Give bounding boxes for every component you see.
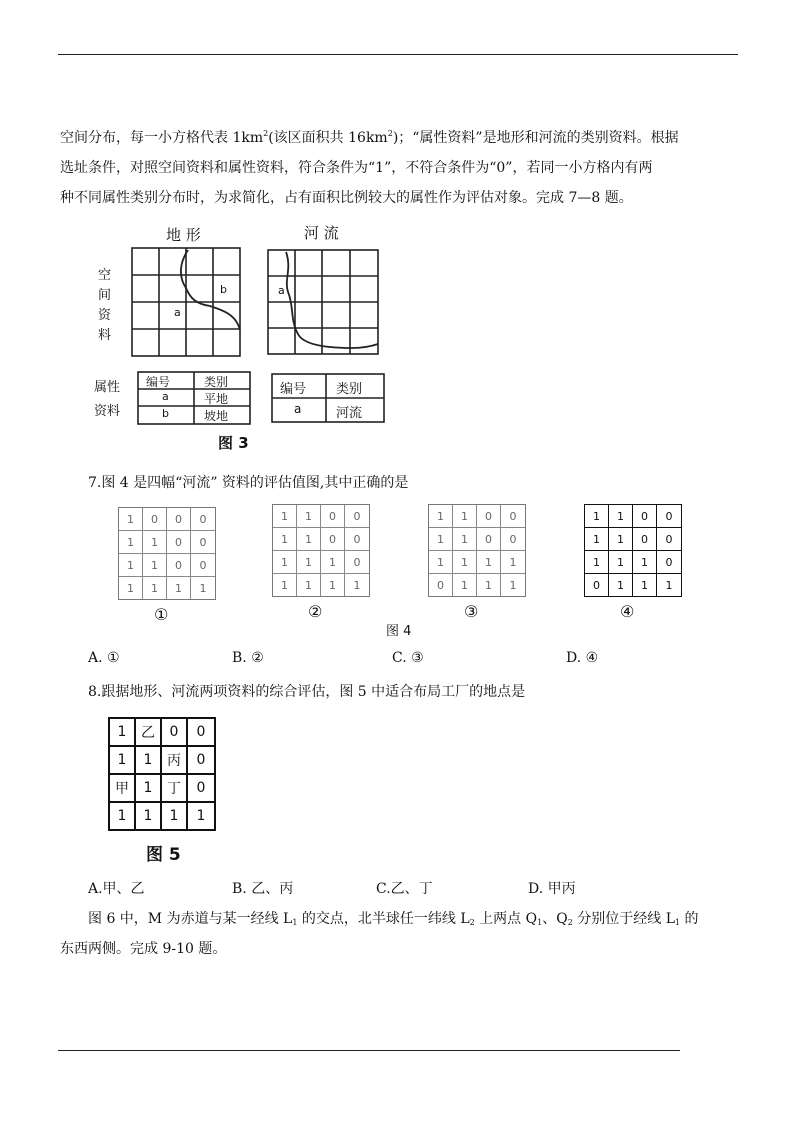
figure-4-cell: 1 xyxy=(353,578,361,592)
figure-5-cell: 1 xyxy=(110,747,136,775)
terrain-table-cell: b xyxy=(162,407,169,420)
figure-4-cell: 1 xyxy=(429,505,453,528)
figure-4-cell: 0 xyxy=(143,508,167,531)
figure-4-cell: 0 xyxy=(585,574,609,596)
figure-5-cell: 1 xyxy=(136,803,162,829)
figure-6-line-1 xyxy=(60,904,740,934)
figure-4-cell: 0 xyxy=(657,505,681,528)
figure-4-cell: 0 xyxy=(477,505,501,528)
figure-4-cell: 1 xyxy=(453,528,477,551)
figure-4-cell: 1 xyxy=(143,531,167,554)
superscript: 2 xyxy=(387,129,393,138)
subscript: 2 xyxy=(469,918,475,927)
figure-4-cell: 0 xyxy=(501,528,525,551)
figure-4-cell: 1 xyxy=(321,574,345,596)
figure-6-line-2: 东西两侧。完成 9-10 题。 xyxy=(60,941,227,957)
figure-4-cell: 0 xyxy=(167,531,191,554)
subscript: 2 xyxy=(567,918,573,927)
footer-rule xyxy=(58,1050,680,1051)
header-rule xyxy=(58,54,738,55)
figure-4-cell: 1 xyxy=(609,505,633,528)
figure-4-cell: 1 xyxy=(167,577,191,599)
figure-4-cell: 0 xyxy=(191,531,215,554)
figure-4-grid-label: ③ xyxy=(464,602,479,621)
figure-4-cell: 1 xyxy=(119,508,143,531)
figure-3-attr-label-1: 属性 xyxy=(94,380,121,395)
figure-3-attr-label-2: 资料 xyxy=(94,404,121,419)
figure-4-cell: 1 xyxy=(609,551,633,574)
figure-4-cell: 1 xyxy=(429,551,453,574)
subscript: 1 xyxy=(675,918,681,927)
figure-5-grid xyxy=(108,717,216,831)
figure-5-cell: 丙 xyxy=(162,747,188,775)
figure-4-grid xyxy=(584,504,682,597)
terrain-table-cell: 平地 xyxy=(204,392,229,406)
subscript: 1 xyxy=(537,918,543,927)
fig6-text: 图 6 中，M 为赤道与某一经线 L xyxy=(88,911,293,927)
figure-4-cell: 1 xyxy=(199,581,207,595)
figure-4-cell: 0 xyxy=(191,508,215,531)
figure-4-caption: 图 4 xyxy=(386,624,412,639)
figure-5-cell: 乙 xyxy=(136,719,162,747)
river-table-header-id: 编号 xyxy=(280,382,307,397)
figure-4-cell: 0 xyxy=(429,574,453,596)
figure-4-cell: 1 xyxy=(453,574,477,596)
fig6-text: 上两点 Q xyxy=(474,911,538,927)
river-table-cell: 河流 xyxy=(336,406,363,421)
figure-5-cell: 1 xyxy=(110,719,136,747)
figure-4-cell: 1 xyxy=(609,528,633,551)
figure-5-caption: 图 5 xyxy=(146,845,181,865)
figure-4-cell: 1 xyxy=(297,574,321,596)
fig6-text: 的 xyxy=(680,911,699,927)
figure-3-side-label-3: 资 xyxy=(98,308,112,323)
river-table-header-type: 类别 xyxy=(336,382,363,397)
figure-5-cell: 1 xyxy=(196,808,206,824)
figure-4-cell: 0 xyxy=(345,505,369,528)
figure-5-cell: 1 xyxy=(136,747,162,775)
figure-3-label-b-terrain: b xyxy=(220,283,227,296)
figure-4-cell: 1 xyxy=(119,577,143,599)
question-7-option-b[interactable]: B. ② xyxy=(232,650,264,666)
figure-3-caption: 图 3 xyxy=(218,434,249,452)
question-8-text: 8.跟据地形、河流两项资料的综合评估，图 5 中适合布局工厂的地点是 xyxy=(88,684,526,700)
figure-4-cell: 0 xyxy=(657,551,681,574)
intro-text: (该区面积共 16km xyxy=(268,130,388,146)
question-7-option-c[interactable]: C. ③ xyxy=(392,650,424,666)
figure-4-grid-label: ② xyxy=(308,602,323,621)
figure-5-cell: 1 xyxy=(136,775,162,803)
figure-4-cell: 0 xyxy=(477,528,501,551)
figure-4-cell: 0 xyxy=(345,528,369,551)
intro-line-2: 选址条件，对照空间资料和属性资料，符合条件为“1”，不符合条件为“0”，若同一小方格内有两 xyxy=(60,160,653,176)
figure-4-cell: 1 xyxy=(273,505,297,528)
figure-4-cell: 1 xyxy=(633,574,657,596)
figure-5-cell: 1 xyxy=(162,803,188,829)
figure-4-cell: 1 xyxy=(297,528,321,551)
figure-4-cell: 1 xyxy=(273,551,297,574)
figure-4-cell: 1 xyxy=(453,551,477,574)
figure-4-cell: 0 xyxy=(167,554,191,577)
intro-text: 空间分布，每一小方格代表 1km xyxy=(60,130,264,146)
figure-5-cell: 丁 xyxy=(162,775,188,803)
terrain-table-cell: 坡地 xyxy=(204,409,229,423)
figure-4-grid-label: ① xyxy=(154,605,169,624)
figure-4-cell: 0 xyxy=(633,528,657,551)
figure-4-cell: 1 xyxy=(453,505,477,528)
figure-4-cell: 1 xyxy=(585,505,609,528)
figure-4-cell: 1 xyxy=(119,554,143,577)
figure-4-grid xyxy=(118,507,216,600)
question-7-option-d[interactable]: D. ④ xyxy=(566,650,599,666)
figure-3-title-terrain: 地 形 xyxy=(166,226,201,244)
figure-4-grid-label: ④ xyxy=(620,602,635,621)
figure-4-cell: 1 xyxy=(321,551,345,574)
terrain-table-header-id: 编号 xyxy=(146,375,171,389)
question-7-option-a[interactable]: A. ① xyxy=(88,650,120,666)
figure-4-cell: 1 xyxy=(585,528,609,551)
figure-4-cell: 1 xyxy=(509,578,517,592)
terrain-table-cell: a xyxy=(162,390,169,403)
intro-paragraph xyxy=(60,123,740,213)
figure-4-cell: 1 xyxy=(585,551,609,574)
figure-4-cell: 1 xyxy=(297,505,321,528)
figure-3-side-label-4: 料 xyxy=(98,328,112,343)
figure-4-cell: 0 xyxy=(321,505,345,528)
figure-4-cell: 1 xyxy=(143,577,167,599)
figure-4-cell: 1 xyxy=(633,551,657,574)
river-table-cell: a xyxy=(294,402,302,416)
intro-text: )；“属性资料”是地形和河流的类别资料。根据 xyxy=(392,130,679,146)
figure-5-cell: 0 xyxy=(188,747,214,775)
intro-line-3: 种不同属性类别分布时，为求简化，占有面积比例较大的属性作为评估对象。完成 7—8 题。 xyxy=(60,190,633,206)
figure-4-cell: 0 xyxy=(345,551,369,574)
figure-4-grid xyxy=(428,504,526,597)
subscript: 1 xyxy=(292,918,298,927)
figure-3-side-label-2: 间 xyxy=(98,288,112,303)
figure-5-cell: 甲 xyxy=(110,775,136,803)
figure-4-cell: 1 xyxy=(143,554,167,577)
fig6-text: 、Q xyxy=(542,911,568,927)
figure-3-title-river: 河 流 xyxy=(304,224,339,242)
question-8-option-c[interactable]: C.乙、丁 xyxy=(376,881,433,897)
figure-5-cell: 0 xyxy=(162,719,188,747)
question-8-option-d[interactable]: D. 甲丙 xyxy=(528,881,576,897)
figure-4-cell: 0 xyxy=(191,554,215,577)
figure-4-cell: 1 xyxy=(273,528,297,551)
fig6-text: 分别位于经线 L xyxy=(572,911,675,927)
figure-4-cell: 0 xyxy=(633,505,657,528)
figure-4-cell: 0 xyxy=(657,528,681,551)
fig6-text: 的交点，北半球任一纬线 L xyxy=(297,911,470,927)
superscript: 2 xyxy=(263,129,269,138)
figure-4-cell: 0 xyxy=(501,505,525,528)
intro-line-1 xyxy=(60,123,740,153)
figure-6-paragraph xyxy=(60,904,740,964)
question-7-text: 7.图 4 是四幅“河流” 资料的评估值图,其中正确的是 xyxy=(88,475,409,491)
figure-4-cell: 1 xyxy=(477,574,501,596)
figure-4-cell: 1 xyxy=(273,574,297,596)
figure-4-cell: 1 xyxy=(477,551,501,574)
figure-4-cell: 1 xyxy=(501,551,525,574)
figure-4-cell: 0 xyxy=(321,528,345,551)
question-8-option-a[interactable]: A.甲、乙 xyxy=(88,881,145,897)
terrain-table-header-type: 类别 xyxy=(204,375,229,389)
figure-3-side-label-1: 空 xyxy=(98,268,112,283)
figure-3-label-a-river: a xyxy=(278,284,285,297)
figure-4-cell: 1 xyxy=(429,528,453,551)
question-8-option-b[interactable]: B. 乙、丙 xyxy=(232,881,294,897)
figure-4-cell: 1 xyxy=(665,578,673,592)
figure-4-cell: 1 xyxy=(119,531,143,554)
figure-5-cell: 0 xyxy=(188,719,214,747)
figure-4-cell: 0 xyxy=(167,508,191,531)
figure-5-cell: 1 xyxy=(110,803,136,829)
figure-3-label-a-terrain: a xyxy=(174,306,181,319)
figure-4-grid xyxy=(272,504,370,597)
figure-4-cell: 1 xyxy=(609,574,633,596)
figure-4-cell: 1 xyxy=(297,551,321,574)
figure-5-cell: 0 xyxy=(188,775,214,803)
